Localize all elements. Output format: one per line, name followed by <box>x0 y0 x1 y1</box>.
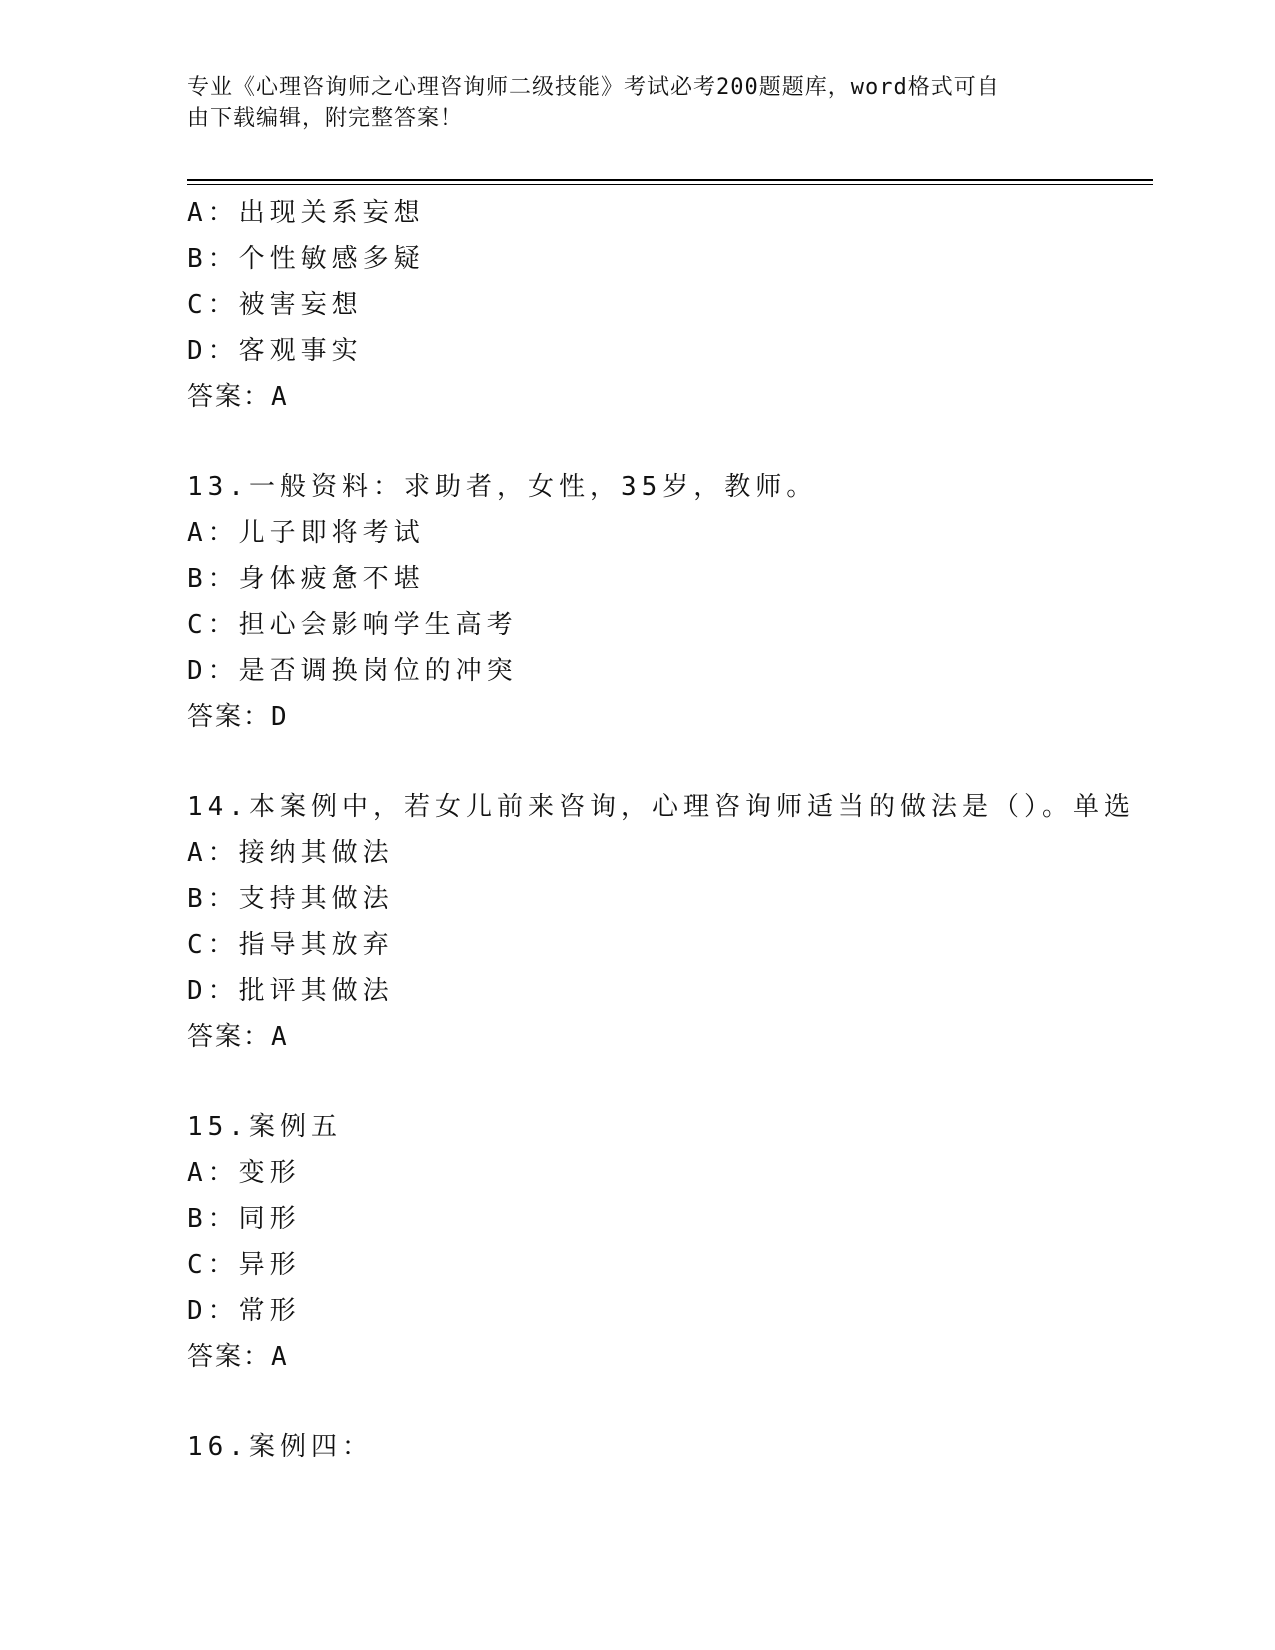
answer-label: 答案： <box>187 1342 272 1372</box>
answer-value: A <box>271 382 289 412</box>
header-title-line-2: 由下载编辑，附完整答案！ <box>187 106 464 131</box>
header-divider-thin <box>187 184 1153 185</box>
option-b: B：支持其做法 <box>187 884 394 914</box>
option-a: A：接纳其做法 <box>187 838 394 868</box>
option-c: C：担心会影响学生高考 <box>187 610 518 640</box>
answer-line <box>187 694 1153 740</box>
option-a: A：出现关系妄想 <box>187 198 425 228</box>
option-b: B：同形 <box>187 1204 301 1234</box>
question-text: 16.案例四： <box>187 1432 373 1462</box>
question-block <box>187 464 1153 740</box>
header-title-line-1: 专业《心理咨询师之心理咨询师二级技能》考试必考200题题库，word格式可自 <box>187 75 1000 100</box>
answer-label: 答案： <box>187 702 272 732</box>
block-spacer <box>187 740 1153 784</box>
option-b: B：身体疲惫不堪 <box>187 564 425 594</box>
option-d: D：是否调换岗位的冲突 <box>187 656 518 686</box>
document-header <box>187 72 1077 134</box>
option-c: C：指导其放弃 <box>187 930 394 960</box>
question-text: 15.案例五 <box>187 1112 342 1142</box>
answer-line <box>187 1014 1153 1060</box>
question-block <box>187 1424 1153 1470</box>
option-a: A：儿子即将考试 <box>187 518 425 548</box>
question-list <box>187 190 1153 1470</box>
answer-value: A <box>271 1022 289 1052</box>
answer-line <box>187 374 1153 420</box>
question-block <box>187 190 1153 420</box>
question-block <box>187 784 1153 1060</box>
block-spacer <box>187 1060 1153 1104</box>
option-d: D：常形 <box>187 1296 301 1326</box>
block-spacer <box>187 420 1153 464</box>
block-spacer <box>187 1380 1153 1424</box>
option-c: C：被害妄想 <box>187 290 363 320</box>
answer-value: A <box>271 1342 289 1372</box>
question-text: 14.本案例中，若女儿前来咨询，心理咨询师适当的做法是（）。单选 <box>187 792 1135 822</box>
option-b: B：个性敏感多疑 <box>187 244 425 274</box>
option-d: D：批评其做法 <box>187 976 394 1006</box>
answer-value: D <box>271 702 289 732</box>
option-a: A：变形 <box>187 1158 301 1188</box>
header-divider-thick <box>187 179 1153 181</box>
answer-label: 答案： <box>187 382 272 412</box>
answer-line <box>187 1334 1153 1380</box>
option-c: C：异形 <box>187 1250 301 1280</box>
answer-label: 答案： <box>187 1022 272 1052</box>
question-text: 13.一般资料：求助者，女性，35岁，教师。 <box>187 472 818 502</box>
question-block <box>187 1104 1153 1380</box>
option-d: D：客观事实 <box>187 336 363 366</box>
